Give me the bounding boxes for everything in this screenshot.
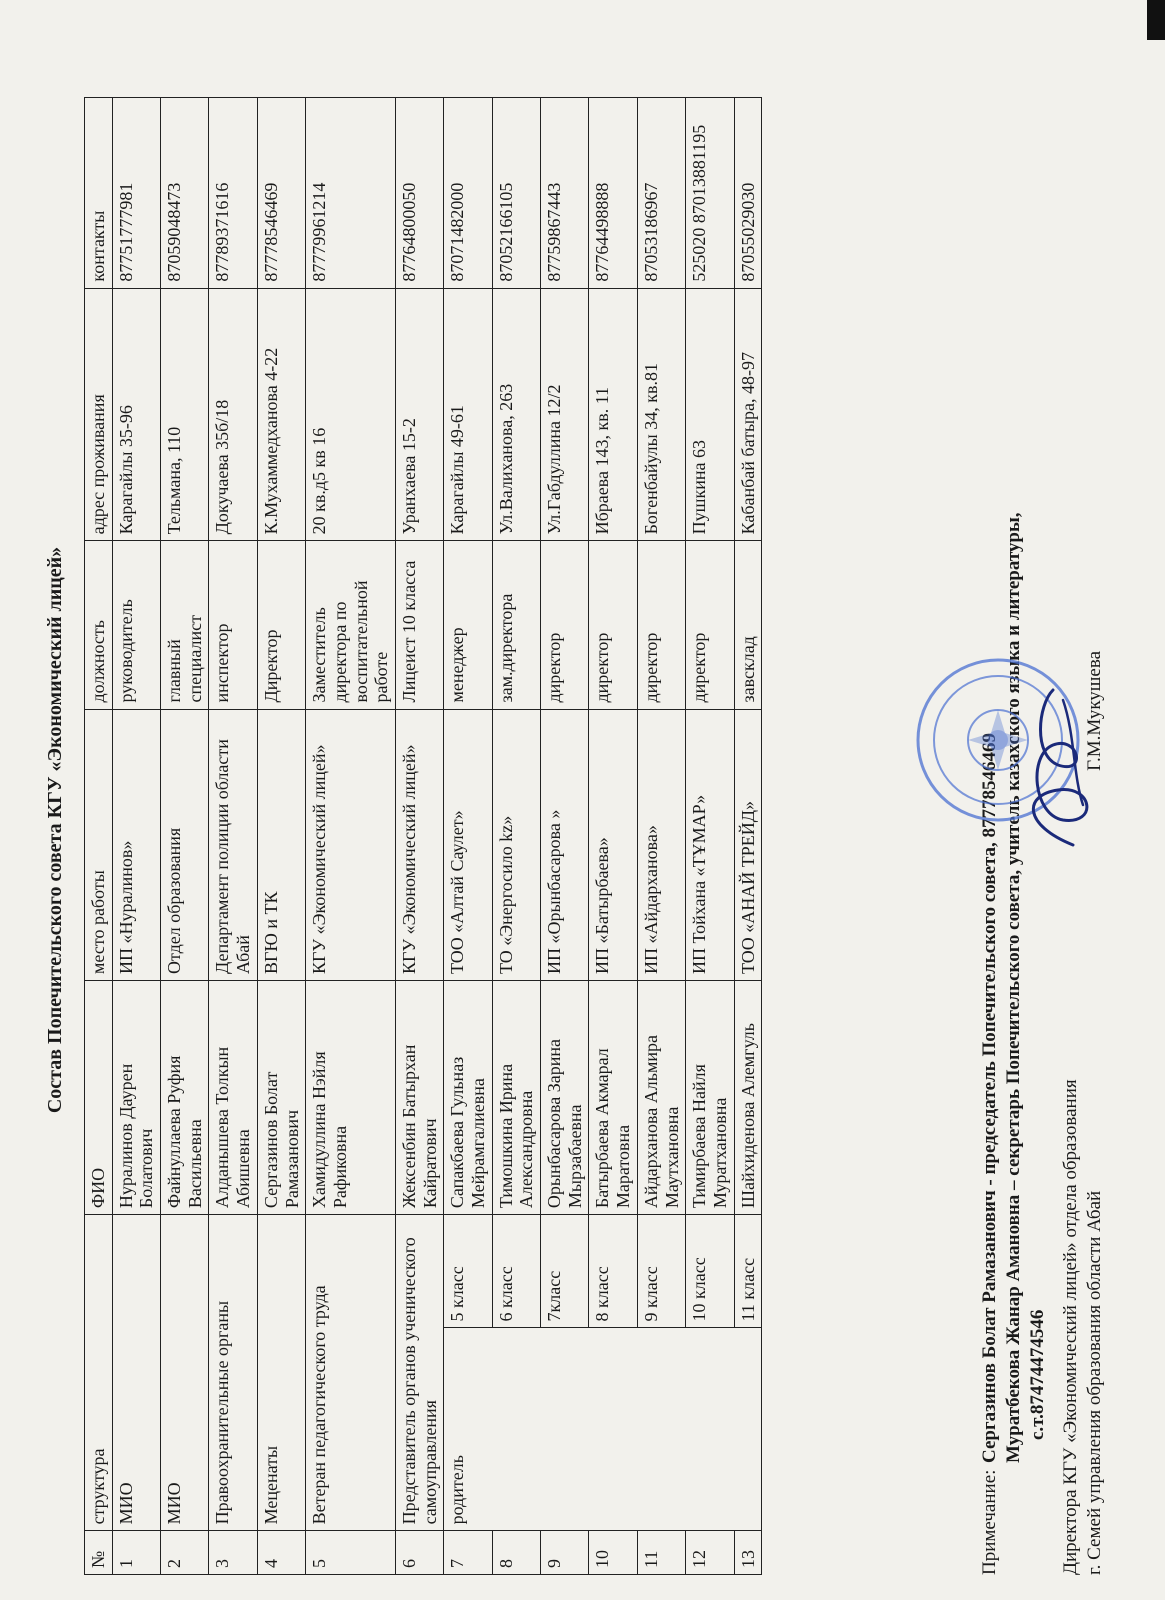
- cell-position: Директор: [257, 541, 305, 709]
- cell-num: 5: [306, 1531, 396, 1575]
- cell-num: 9: [541, 1531, 589, 1575]
- table-row: [161, 98, 209, 1575]
- cell-position: главный специалист: [161, 541, 209, 709]
- table-header-row: [85, 98, 113, 1575]
- cell-position: менеджер: [444, 541, 492, 709]
- cell-contacts: 87778546469: [257, 98, 305, 289]
- cell-contacts: 87059048473: [161, 98, 209, 289]
- cell-contacts: 87764498888: [589, 98, 637, 289]
- cell-num: 3: [209, 1531, 257, 1575]
- document-title: Состав Попечительского совета КГУ «Экономический лицей»: [44, 546, 66, 1114]
- table-row: [395, 98, 443, 1575]
- cell-position: директор: [541, 541, 589, 709]
- cell-address: Ибраева 143, кв. 11: [589, 288, 637, 541]
- cell-workplace: ИП «Батырбаева»: [589, 709, 637, 980]
- cell-workplace: КГУ «Экономический лицей»: [306, 709, 396, 980]
- cell-class: 9 класс: [637, 1215, 685, 1328]
- header-contacts: контакты: [85, 98, 113, 289]
- cell-contacts: 87759867443: [541, 98, 589, 289]
- cell-contacts: 87052166105: [492, 98, 540, 289]
- cell-class: 5 класс: [444, 1215, 492, 1328]
- cell-fio: Тимошкина Ирина Александровна: [492, 981, 540, 1215]
- cell-address: Ул.Габдуллина 12/2: [541, 288, 589, 541]
- cell-position: директор: [637, 541, 685, 709]
- cell-workplace: Отдел образования: [161, 709, 209, 980]
- cell-structure: Правоохранительные органы: [209, 1215, 257, 1531]
- members-table: [84, 97, 762, 1575]
- cell-address: Уранхаева 15-2: [395, 288, 443, 541]
- cell-structure: Меценаты: [257, 1215, 305, 1531]
- cell-fio: Шайхиденова Алемгуль: [734, 981, 762, 1215]
- note-chairman: Сергазинов Болат Рамазанович - председатель Попечительского совета, 87778546469: [979, 732, 1000, 1463]
- cell-position: директор: [686, 541, 734, 709]
- cell-num: 11: [637, 1531, 685, 1575]
- cell-num: 6: [395, 1531, 443, 1575]
- cell-fio: Сапакбаева Гульназ Мейрамгалиевна: [444, 981, 492, 1215]
- cell-address: 20 кв.д5 кв 16: [306, 288, 396, 541]
- cell-contacts: 87764800050: [395, 98, 443, 289]
- cell-workplace: Департамент полиции области Абай: [209, 709, 257, 980]
- cell-address: Карагайлы 49-61: [444, 288, 492, 541]
- cell-num: 8: [492, 1531, 540, 1575]
- cell-address: Карагайлы 35-96: [112, 288, 160, 541]
- cell-position: зам.директора: [492, 541, 540, 709]
- cell-fio: Файнуллаева Руфия Васильевна: [161, 981, 209, 1215]
- cell-workplace: КГУ «Экономический лицей»: [395, 709, 443, 980]
- cell-address: Тельмана, 110: [161, 288, 209, 541]
- cell-fio: Батырбаева Акмарал Маратовна: [589, 981, 637, 1215]
- cell-fio: Айдарханова Альмира Маутхановна: [637, 981, 685, 1215]
- note-row-1: [978, 97, 1002, 1575]
- handwritten-signature: [1003, 665, 1113, 865]
- cell-num: 13: [734, 1531, 762, 1575]
- header-structure: структура: [85, 1215, 113, 1531]
- cell-address: Ул.Валиханова, 263: [492, 288, 540, 541]
- cell-num: 10: [589, 1531, 637, 1575]
- director-name: Г.М.Мукушева: [1084, 650, 1105, 771]
- header-fio: ФИО: [85, 981, 113, 1215]
- header-workplace: место работы: [85, 709, 113, 980]
- cell-structure: Ветеран педагогического труда: [306, 1215, 396, 1531]
- cell-num: 2: [161, 1531, 209, 1575]
- cell-class: 6 класс: [492, 1215, 540, 1328]
- cell-position: Лицеист 10 класса: [395, 541, 443, 709]
- cell-num: 7: [444, 1531, 492, 1575]
- cell-num: 12: [686, 1531, 734, 1575]
- cell-fio: Сергазинов Болат Рамазанович: [257, 981, 305, 1215]
- header-address: адрес проживания: [85, 288, 113, 541]
- cell-fio: Хамидуллина Нэйля Рафиковна: [306, 981, 396, 1215]
- director-title-line2: г. Семей управления образования области Абай: [1084, 1190, 1105, 1575]
- cell-contacts: 87789371616: [209, 98, 257, 289]
- cell-structure: МИО: [112, 1215, 160, 1531]
- table-row: [112, 98, 160, 1575]
- cell-fio: Нуралинов Даурен Болатович: [112, 981, 160, 1215]
- cell-contacts: 87071482000: [444, 98, 492, 289]
- cell-position: Заместитель директора по воспитательной работе: [306, 541, 396, 709]
- cell-workplace: ТОО «АНАЙ ТРЕЙД»: [734, 709, 762, 980]
- cell-num: 1: [112, 1531, 160, 1575]
- cell-address: К.Мухаммедханова 4-22: [257, 288, 305, 541]
- cell-fio: Тимирбаева Найля Муратхановна: [686, 981, 734, 1215]
- table-row: [257, 98, 305, 1575]
- cell-contacts: 87751777981: [112, 98, 160, 289]
- cell-workplace: ТО «Энергосило kz»: [492, 709, 540, 980]
- cell-position: инспектор: [209, 541, 257, 709]
- cell-class: 7класс: [541, 1215, 589, 1328]
- cell-workplace: ВГЮ и ТК: [257, 709, 305, 980]
- director-title-line1: Директора КГУ «Экономический лицей» отдела образования: [1060, 1079, 1082, 1575]
- cell-position: руководитель: [112, 541, 160, 709]
- cell-parent-group: родитель: [444, 1328, 762, 1531]
- cell-position: директор: [589, 541, 637, 709]
- cell-num: 4: [257, 1531, 305, 1575]
- cell-fio: Орынбасарова Зарина Мырзабаевна: [541, 981, 589, 1215]
- cell-contacts: 525020 87013881195: [686, 98, 734, 289]
- notes-label: Примечание:: [979, 1469, 1000, 1575]
- cell-address: Богенбайулы 34, кв.81: [637, 288, 685, 541]
- note-secretary-phone: с.т.87474474546: [1026, 1309, 1048, 1440]
- cell-contacts: 87053186967: [637, 98, 685, 289]
- cell-structure: Представитель органов ученического самоуправления: [395, 1215, 443, 1531]
- scan-edge: [1147, 0, 1165, 40]
- cell-contacts: 87055029030: [734, 98, 762, 289]
- cell-workplace: ТОО «Алтай Саулет»: [444, 709, 492, 980]
- cell-class: 10 класс: [686, 1215, 734, 1328]
- cell-fio: Алданышева Толкын Абишевна: [209, 981, 257, 1215]
- cell-structure: МИО: [161, 1215, 209, 1531]
- header-num: №: [85, 1531, 113, 1575]
- note-secretary: Муратбекова Жанар Амановна – секретарь Попечительского совета, учитель казахского языка и литературы,: [1002, 512, 1024, 1463]
- cell-fio: Жексенбин Батырхан Кайратович: [395, 981, 443, 1215]
- cell-address: Докучаева 35б/18: [209, 288, 257, 541]
- cell-workplace: ИП Тойхана «ТҰМАР»: [686, 709, 734, 980]
- cell-contacts: 87779961214: [306, 98, 396, 289]
- header-position: должность: [85, 541, 113, 709]
- cell-workplace: ИП «Орынбасарова »: [541, 709, 589, 980]
- cell-position: завсклад: [734, 541, 762, 709]
- table-row: [444, 98, 492, 1575]
- rotated-page: [18, 65, 1163, 1585]
- cell-workplace: ИП «Айдарханова»: [637, 709, 685, 980]
- table-row: [306, 98, 396, 1575]
- cell-address: Пушкина 63: [686, 288, 734, 541]
- cell-address: Кабанбай батыра, 48-97: [734, 288, 762, 541]
- cell-class: 8 класс: [589, 1215, 637, 1328]
- table-row: [209, 98, 257, 1575]
- cell-class: 11 класс: [734, 1215, 762, 1328]
- cell-workplace: ИП «Нуралинов»: [112, 709, 160, 980]
